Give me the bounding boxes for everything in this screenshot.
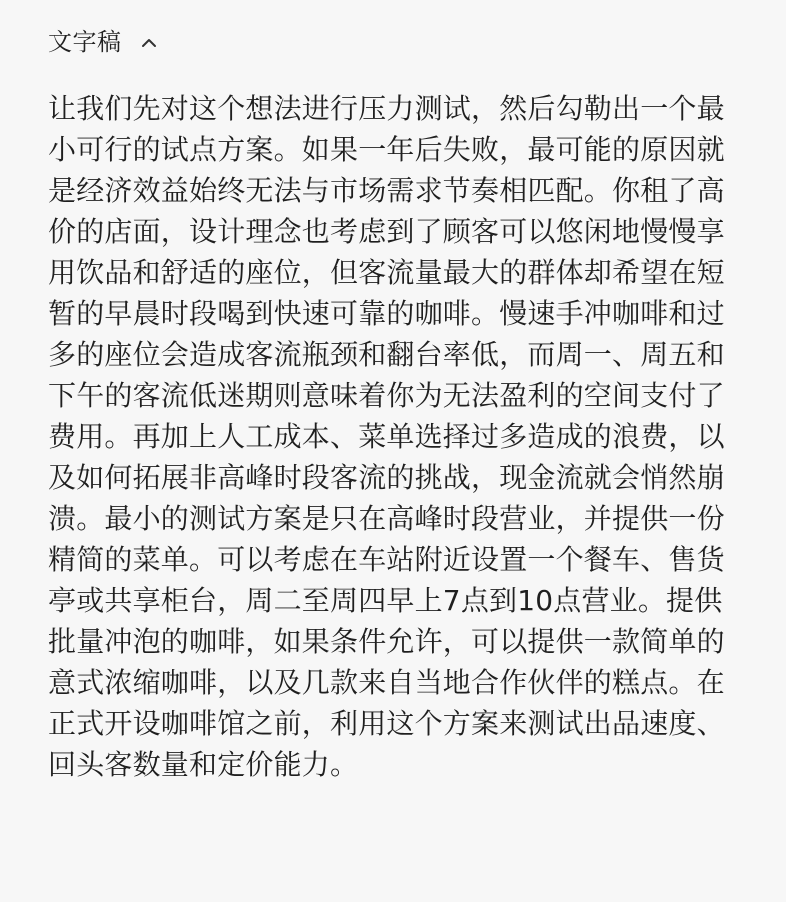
transcript-title: 文字稿: [48, 28, 122, 56]
transcript-header-toggle[interactable]: [48, 30, 158, 54]
transcript-body: 让我们先对这个想法进行压力测试，然后勾勒出一个最小可行的试点方案。如果一年后失败，最可能的原因就是经济效益始终无法与市场需求节奏相匹配。你租了高价的店面，设计理念也考虑到了顾客可以悠闲地慢慢享用饮品和舒适的座位，但客流量最大的群体却希望在短暂的早晨时段喝到快速可靠的咖啡。慢速手冲咖啡和过多的座位会造成客流瓶颈和翻台率低，而周一、周五和下午的客流低迷期则意味着你为无法盈利的空间支付了费用。再加上人工成本、菜单选择过多造成的浪费，以及如何拓展非高峰时段客流的挑战，现金流就会悄然崩溃。最小的测试方案是只在高峰时段营业，并提供一份精简的菜单。可以考虑在车站附近设置一个餐车、售货亭或共享柜台，周二至周四早上7点到10点营业。提供批量冲泡的咖啡，如果条件允许，可以提供一款简单的意式浓缩咖啡，以及几款来自当地合作伙伴的糕点。在正式开设咖啡馆之前，利用这个方案来测试出品速度、回头客数量和定价能力。: [48, 92, 725, 781]
chevron-up-icon[interactable]: [140, 34, 158, 52]
